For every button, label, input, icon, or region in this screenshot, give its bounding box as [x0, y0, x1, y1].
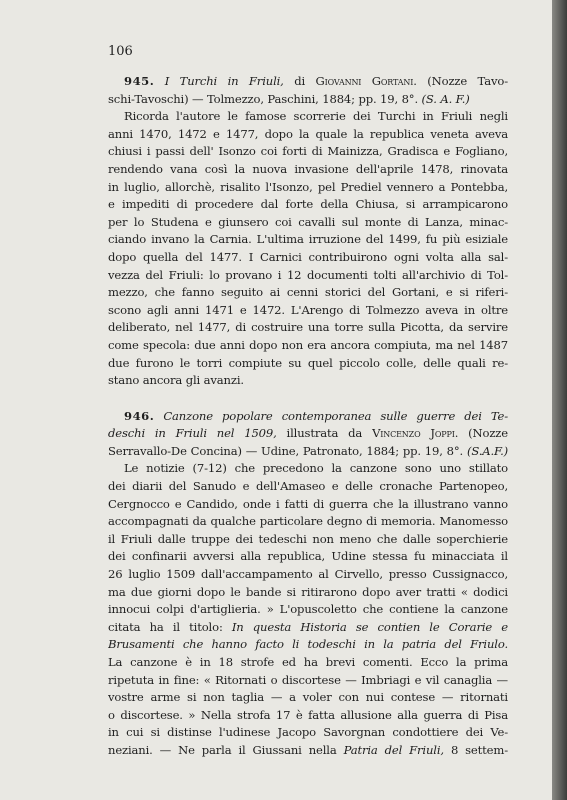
entry-publication: schi-Tavoschi) — Tolmezzo, Paschini, 1884; pp. 19, 8°. — [108, 91, 418, 106]
description-line: deliberato, nel 1477, di costruire una torre sulla Picotta, da servire — [108, 320, 508, 335]
entry-number: 946. — [124, 408, 155, 423]
entry-title: I Turchi in Friuli, — [164, 74, 284, 88]
entry-heading-line — [108, 73, 508, 91]
entry-heading-line — [108, 425, 508, 443]
entry-title-continued: deschi in Friuli nel 1509, — [108, 426, 277, 441]
description-text: 8 settem- — [450, 742, 508, 757]
description-line — [108, 619, 508, 637]
cited-work: Patria del Friuli, — [343, 742, 444, 757]
description-line: in cui si distinse l'udinese Jacopo Savorgnan condottiere dei Ve- — [108, 725, 508, 740]
entry-by: illustrata da — [286, 426, 363, 441]
book-spine-shadow — [552, 0, 567, 800]
entry-heading-line — [108, 408, 508, 426]
entry-number: 945. — [124, 74, 155, 88]
entry-occasion: (Nozze — [468, 426, 508, 441]
description-line: dei diarii del Sanudo e dell'Amaseo e delle cronache Partenopeo, — [108, 479, 508, 494]
description-line: o discortese. » Nella strofa 17 è fatta allusione alla guerra di Pisa — [108, 707, 508, 722]
page-content — [108, 44, 508, 778]
description-line: due furono le torri compiute su quel piccolo colle, delle quali re- — [108, 355, 508, 370]
entry-publication-line — [108, 443, 508, 461]
description-line: rendendo vana così la nuova invasione dell'aprile 1478, rinovata — [108, 161, 508, 176]
description-line: Le notizie (7-12) che precedono la canzone sono uno stillato — [124, 461, 508, 476]
description-line: La canzone è in 18 strofe ed ha brevi comenti. Ecco la prima — [108, 655, 508, 669]
description-line: vezza del Friuli: lo provano i 12 documenti tolti all'archivio di Tol- — [108, 267, 508, 282]
description-text: neziani. — Ne parla il Giussani nella — [108, 742, 337, 757]
entry-reference: (S.A.F.) — [466, 443, 508, 458]
entry-publication: Serravallo-De Concina) — Udine, Patronato, 1884; pp. 19, 8°. — [108, 443, 464, 458]
description-line: in luglio, allorchè, risalito l'Isonzo, pel Prediel vennero a Pontebba, — [108, 179, 508, 194]
quoted-title-continued: Brusamenti che hanno facto li todeschi in la patria del Friulo. — [108, 637, 508, 652]
entry-author: Giovanni Gortani. — [315, 74, 417, 88]
description-line: dei confinarii avversi alla republica, Udine stessa fu minacciata il — [108, 549, 508, 564]
description-line: dopo quella del 1477. I Carnici contribuirono ogni volta alla sal- — [108, 249, 508, 264]
description-line: ciando invano la Carnia. L'ultima irruzione del 1499, fu più esiziale — [108, 232, 508, 247]
description-line: come specola: due anni dopo non era ancora compiuta, ma nel 1487 — [108, 337, 508, 352]
description-line: anni 1470, 1472 e 1477, dopo la quale la republica veneta aveva — [108, 126, 508, 141]
entry-description — [108, 460, 508, 759]
description-line: stano ancora gli avanzi. — [108, 373, 244, 388]
description-line: vostre arme si non taglia — a voler con nui contese — ritornati — [108, 690, 508, 705]
description-line: scono agli anni 1471 e 1472. L'Arengo di Tolmezzo aveva in oltre — [108, 302, 508, 317]
description-line: Cergnocco e Candido, onde i fatti di guerra che la illustrano vanno — [108, 496, 508, 511]
description-line: 26 luglio 1509 dall'accampamento al Cirvello, presso Cussignacco, — [108, 567, 508, 582]
description-text: citata ha il titolo: — [108, 619, 223, 634]
entry-title: Canzone popolare contemporanea sulle guerre dei Te- — [163, 408, 508, 423]
description-line: innocui colpi d'artiglieria. » L'opuscoletto che contiene la canzone — [108, 602, 508, 617]
description-line: mezzo, che fanno seguito ai cenni storici del Gortani, e si riferi- — [108, 285, 508, 300]
entry-publication-line — [108, 91, 508, 109]
page-number: 106 — [108, 44, 133, 59]
description-line: accompagnati da qualche particolare degno di memoria. Manomesso — [108, 514, 508, 529]
description-line: e impediti di procedere dal forte della Chiusa, si arrampicarono — [108, 197, 508, 212]
entry-author: Vincenzo Joppi. — [372, 426, 459, 441]
bibliography-entry-946 — [108, 408, 508, 760]
description-line: chiusi i passi dell' Isonzo coi forti di Mainizza, Gradisca e Fogliano, — [108, 144, 508, 159]
bibliography-entry-945 — [108, 73, 508, 390]
description-line: ma due giorni dopo le bande si ritirarono dopo aver tratti « dodici — [108, 584, 508, 599]
description-line: Ricorda l'autore le famose scorrerie dei Turchi in Friuli negli — [124, 109, 508, 124]
description-line — [108, 742, 508, 760]
description-line: per lo Studena e giunsero coi cavalli sul monte di Lanza, minac- — [108, 214, 508, 229]
quoted-title: In questa Historia se contien le Corarie e — [231, 619, 508, 634]
description-line: il Friuli dalle truppe dei tedeschi non meno che dalle soperchierie — [108, 531, 508, 546]
entry-description — [108, 108, 508, 390]
entry-occasion: (Nozze Tavo- — [427, 74, 508, 88]
entry-by: di — [294, 74, 306, 88]
entry-reference: (S. A. F.) — [421, 91, 470, 106]
description-line: ripetuta in fine: « Ritornati o discortese — Imbriagi e vil canaglia — — [108, 672, 508, 687]
